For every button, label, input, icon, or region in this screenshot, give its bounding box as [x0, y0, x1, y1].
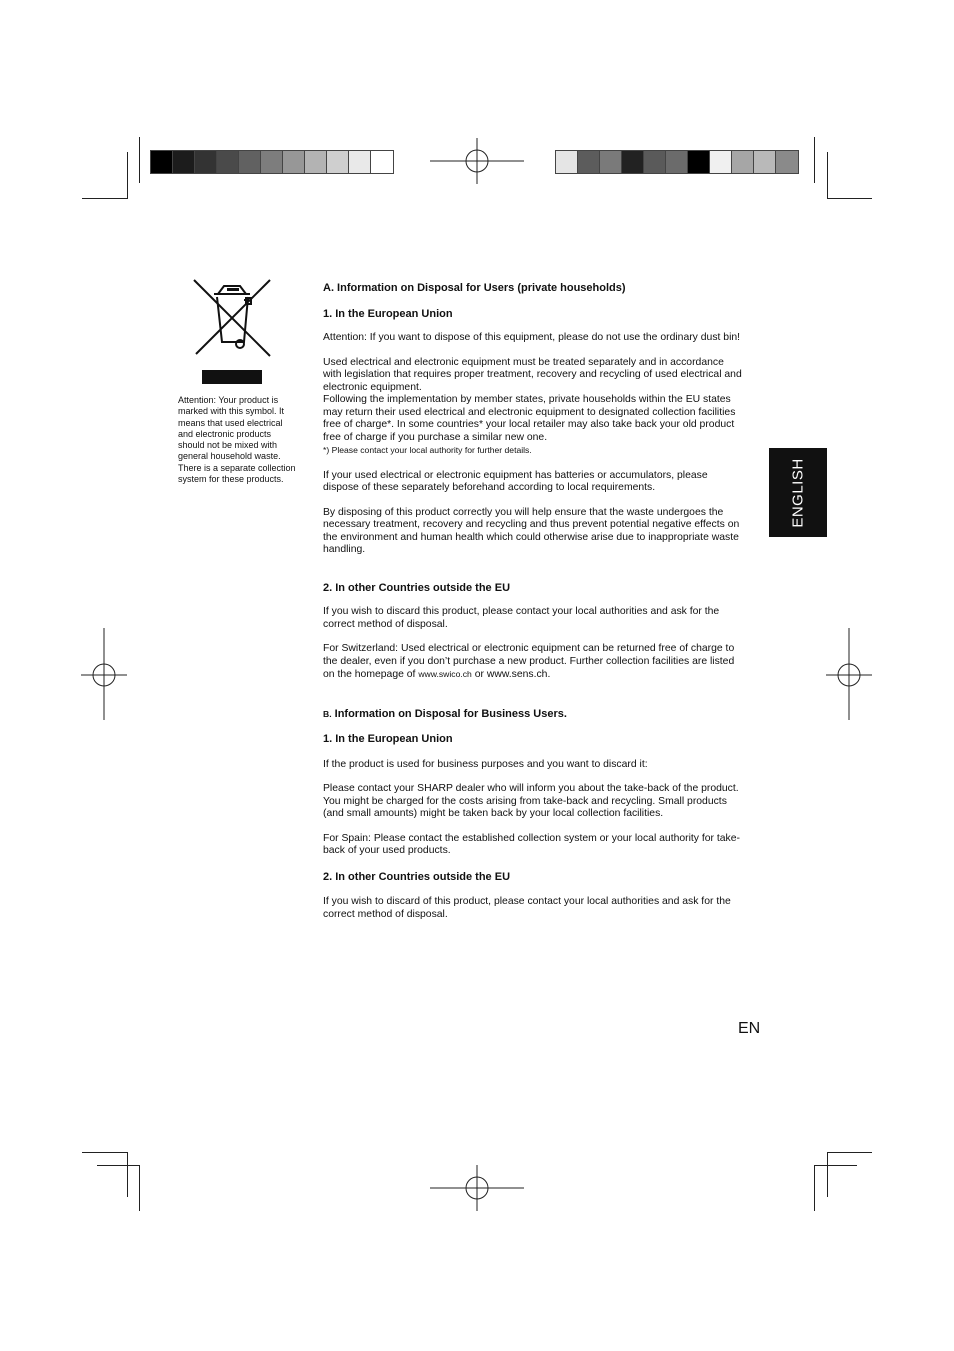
side-attention-note: Attention: Your product is marked with this symbol. It means that used electrical and electronic products should not be mixed with general household waste. There is a separate collection system for these products.: [178, 395, 296, 485]
calibration-swatch: [283, 151, 305, 173]
calibration-swatch: [578, 151, 600, 173]
section-a-title: A. Information on Disposal for Users (private households): [323, 282, 626, 294]
section-a-eu-heading: 1. In the European Union: [323, 307, 453, 320]
registration-target-left: [81, 628, 127, 720]
calibration-swatch: [688, 151, 710, 173]
language-tab-label: ENGLISH: [789, 457, 807, 528]
calibration-swatch: [239, 151, 261, 173]
calibration-swatch: [732, 151, 754, 173]
section-a-paragraph-6: If you wish to discard this product, please contact your local authorities and ask for the correct method of disposal.: [323, 606, 720, 630]
section-b-paragraph-3: For Spain: Please contact the established collection system or your local authority for take-back of your used products.: [323, 832, 740, 856]
calibration-swatch: [173, 151, 195, 173]
calibration-swatch: [776, 151, 798, 173]
section-b-paragraph-2: Please contact your SHARP dealer who will inform you about the take-back of the product. You might be charged for the costs arising from take-back and recycling. Small products (and small amounts) might be taken back by your local collection facilities.: [323, 783, 739, 819]
disposal-information: [323, 282, 743, 921]
sens-link[interactable]: www.sens.ch.: [486, 669, 551, 680]
calibration-swatch: [217, 151, 239, 173]
registration-target-right: [826, 628, 872, 720]
registration-target-top: [430, 138, 524, 184]
symbol-underline-bar: [202, 370, 262, 384]
section-a-paragraph-1: Attention: If you want to dispose of this equipment, please do not use the ordinary dust bin!: [323, 332, 741, 343]
calibration-swatch: [305, 151, 327, 173]
section-b-other-heading: 2. In other Countries outside the EU: [323, 870, 511, 883]
section-a-paragraph-5: By disposing of this product correctly you will help ensure that the waste undergoes the necessary treatment, recovery and recycling and thus prevent potential negative effects on the environment and human health which could otherwise arise due to inappropriate waste handling.: [323, 506, 740, 555]
registration-target-bottom: [430, 1165, 524, 1211]
crossed-out-wheelie-bin-icon: [192, 278, 272, 358]
calibration-swatch: [754, 151, 776, 173]
calibration-swatch: [666, 151, 688, 173]
section-b-letter: B.: [323, 708, 332, 719]
calibration-swatch: [710, 151, 732, 173]
calibration-swatch: [622, 151, 644, 173]
calibration-swatch: [261, 151, 283, 173]
page-language-label: EN: [738, 1020, 761, 1037]
section-a-paragraph-2: Used electrical and electronic equipment must be treated separately and in accordance with legislation that requires proper treatment, recovery and recycling of used electrical and electronic equipment.: [323, 356, 742, 393]
section-b-paragraph-4: If you wish to discard of this product, please contact your local authorities and ask for the correct method of disposal.: [323, 896, 731, 920]
section-b-title-text: Information on Disposal for Business Users.: [331, 707, 567, 720]
section-b-eu-heading: 1. In the European Union: [323, 733, 453, 745]
section-a-paragraph-4: If your used electrical or electronic equipment has batteries or accumulators, please dispose of these separately beforehand according to local requirements.: [323, 469, 708, 493]
language-tab: [769, 448, 827, 537]
section-a-other-heading: 2. In other Countries outside the EU: [323, 581, 511, 594]
calibration-swatch: [327, 151, 349, 173]
calibration-swatch: [195, 151, 217, 173]
switzerland-text: For Switzerland: Used electrical or electronic equipment can be returned free of charge to the dealer, even if you don’t purchase a new product. Further collection facilities are listed on the homepage of: [323, 643, 735, 680]
calibration-swatch: [371, 151, 393, 173]
calibration-swatch: [600, 151, 622, 173]
swico-link[interactable]: www.swico.ch: [418, 669, 472, 679]
calibration-swatch: [644, 151, 666, 173]
section-b-title: [323, 708, 743, 721]
link-separator: or: [471, 669, 487, 680]
calibration-swatch: [556, 151, 578, 173]
calibration-swatch: [151, 151, 173, 173]
section-b-paragraph-1: If the product is used for business purposes and you want to discard it:: [323, 758, 648, 770]
calibration-swatch: [349, 151, 371, 173]
section-a-paragraph-7: [323, 643, 743, 682]
section-a-footnote: *) Please contact your local authority for further details.: [323, 445, 532, 455]
calibration-strip-right: [555, 150, 799, 174]
section-a-paragraph-3: Following the implementation by member states, private households within the EU states may return their used electrical and electronic equipment to designated collection facilities free of charge*. In some countries* your local retailer may also take back your old product free of charge if you purchase a similar new one.: [323, 394, 736, 443]
calibration-strip-left: [150, 150, 394, 174]
